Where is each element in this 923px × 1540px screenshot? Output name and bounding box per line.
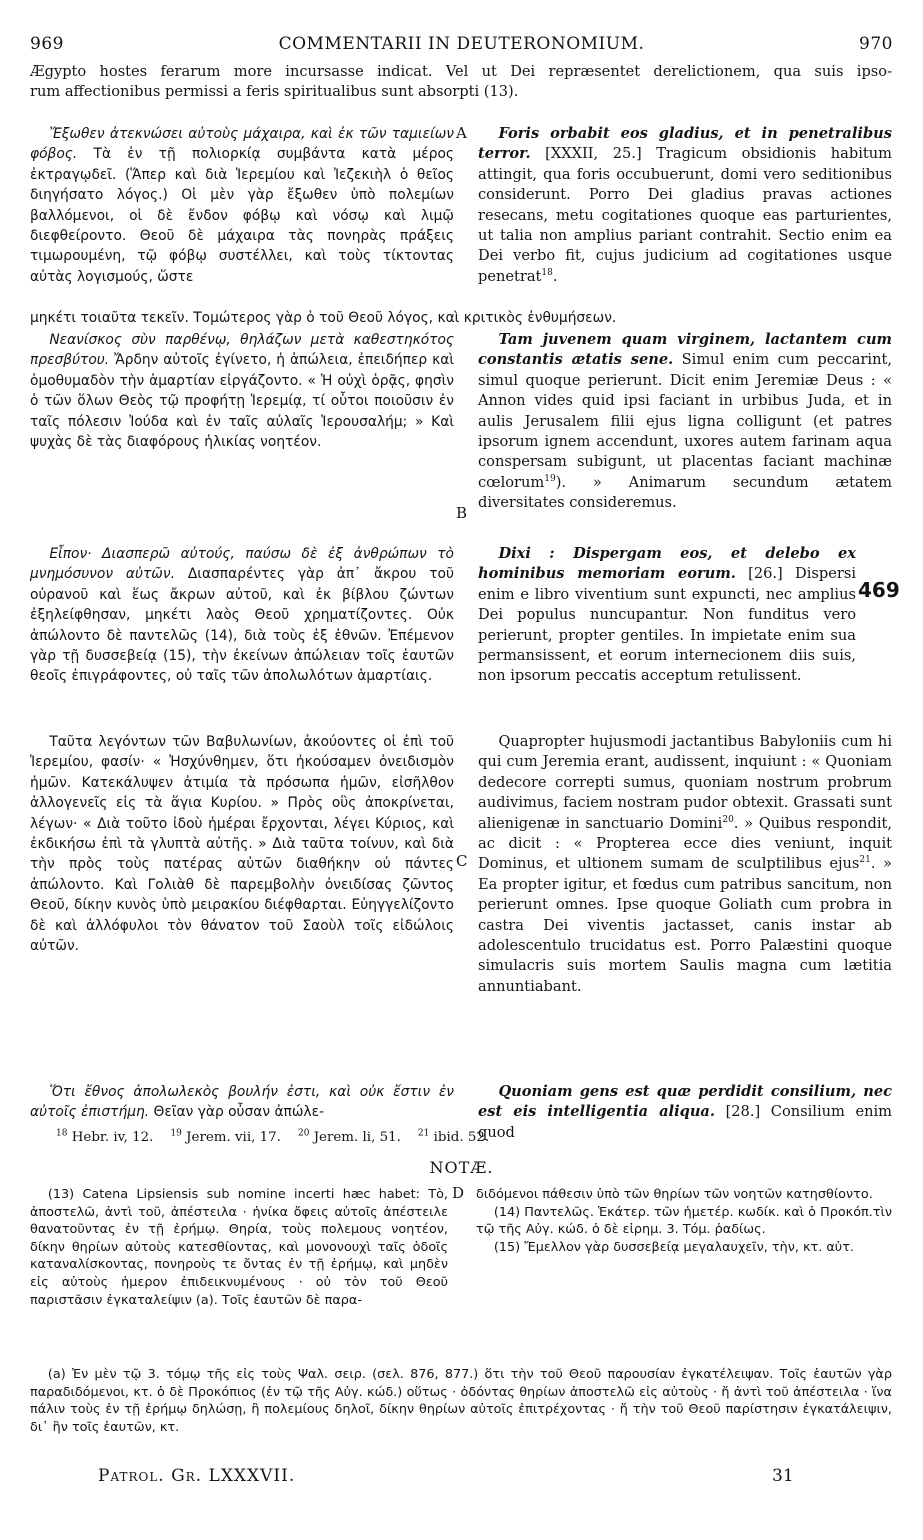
footnote-ref-18: 18	[541, 267, 553, 278]
latin-block-1: Foris orbabit eos gladius, et in penetralibus terror. [XXXII, 25.] Tragicum obsidionis habitum attingit, qua foris occubuerunt, domi vero seditionibus considerunt. Porro Dei gladius pravas actiones resecans, metu cogitationes quoque eas parturientes, ut talia non amplius pariant contrahit. Sectio enim ea Dei verbo fit, cujus judicium ad cogitationes usque penetrat$^{18}$.	[478, 125, 892, 285]
notae-right-column	[476, 1186, 892, 1256]
greek-lemma-1: Ἔξωθεν ἀτεκνώσει αὐτοὺς μάχαιρα, καὶ ἐκ τῶν ταμιείων φόβος.	[30, 126, 454, 163]
greek-block-5	[30, 1082, 454, 1123]
note-13-continued: διδόμενοι πάθεσιν ὑπὸ τῶν θηρίων τῶν νοητῶν κατησθίοντο.	[476, 1187, 873, 1202]
greek-text-4: Ταῦτα λεγόντων τῶν Βαβυλωνίων, ἀκούοντες οἱ ἐπὶ τοῦ Ἱερεμίου, φασίν· « Ἠσχύνθημεν, ὅτι ἠκούσαμεν ὀνειδισμὸν ἡμῶν. Κατεκάλυψεν ἀτιμία τὰ πρόσωπα ἡμῶν, εἰσῆλθον ἀλλογενεῖς εἰς τὰ ἅγια Κυρίου. » Πρὸς οὓς ἀποκρίνεται, λέγων· « Διὰ τοῦτο ἰδοὺ ἡμέραι ἔρχονται, λέγει Κύριος, καὶ ἐκδικήσω ἐπὶ τὰ γλυπτὰ αὐτῆς. » Διὰ ταῦτα τοίνυν, καὶ διὰ τὴν πρὸς τοὺς πατέρας αὐτῶν διαθήκην οὐ πάντες ἀπώλοντο. Καὶ Γολιὰθ δὲ παρεμβολὴν ὀνειδίσας ζῶντος Θεοῦ, δίκην κυνὸς ὑπὸ μειρακίου διέφθαρται. Εὐηγγελίζοντο δὲ καὶ ἀλλόφυλοι τὸν θάνατον τοῦ Σαοὺλ τοῖς εἰδώλοις αὐτῶν.	[30, 734, 454, 955]
latin-lemma-3: Dixi : Dispergam eos, et delebo ex hominibus memoriam eorum.	[478, 545, 856, 583]
latin-text-3: [26.] Dispersi enim e libro viventium sunt expuncti, nec amplius Dei populus nuncupantur. Non funditus vero perierunt, propter gentiles. In impietate enim sua permansissent, et eorum internecionem diis suis, non ipsorum peccatis acceptum retulissent.	[478, 565, 856, 685]
page-number-left: 969	[30, 34, 64, 54]
latin-lemma-5: Quoniam gens est quæ perdidit consilium, nec est eis intelligentia aliqua.	[478, 1083, 892, 1121]
greek-text-5: Θεῖαν γὰρ οὖσαν ἀπώλε-	[153, 1104, 325, 1121]
latin-lemma-2: Tam juvenem quam virginem, lactantem cum constantis ætatis sene.	[478, 331, 892, 369]
intro-text	[30, 62, 892, 103]
page-number-right: 970	[859, 34, 893, 54]
greek-block-2	[30, 330, 454, 452]
footnote-ref-21: 21	[859, 855, 871, 866]
greek-text-2: Ἄρδην αὐτοῖς ἐγίνετο, ἡ ἀπώλεια, ἐπειδήπερ καὶ ὁμοθυμαδὸν τὴν ἁμαρτίαν εἰργάζοντο. « Ἡ οὐχὶ ὁρᾷς, φησὶν ὁ τῶν ὅλων Θεὸς τῷ προφήτῃ Ἱερεμίᾳ, τί οὗτοι ποιοῦσιν ἐν ταῖς πόλεσιν Ἰούδα καὶ ἐν ταῖς αὐλαῖς Ἱερουσαλήμ; » Καὶ ψυχὰς δὲ τὰς διαφόρους ἡλικίας νοητέον.	[30, 352, 454, 451]
footnote-ref-19: 19	[544, 473, 556, 484]
footnote-18: $^{18}$ Hebr. iv, 12.	[56, 1128, 154, 1145]
latin-text-5: [28.] Consilium enim quod	[478, 1103, 893, 1141]
latin-lemma-1: Foris orbabit eos gladius, et in penetralibus terror.	[478, 125, 892, 163]
margin-letter-b: B	[456, 504, 468, 522]
note-15: (15) Ἔμελλον γὰρ δυσσεβείᾳ μεγαλαυχεῖν, τὴν, κτ. αὐτ.	[493, 1239, 854, 1255]
running-title: COMMENTARII IN DEUTERONOMIUM.	[278, 34, 645, 54]
latin-text-4: Quapropter hujusmodi jactantibus Babyloniis cum hi qui cum Jeremia erant, audissent, inquiunt : « Quoniam dedecore correpti sumus, quoniam nostrum probrum audivimus, faciem nostram pudor obtexit. Grassati sunt alienigenæ in sanctuario Domini	[478, 733, 892, 832]
latin-block-2: Tam juvenem quam virginem, lactantem cum constantis ætatis sene. Simul enim cum peccarint, simul quoque perierunt. Dicit enim Jeremiæ Deus : « Annon vides quid ipsi faciant in urbibus Juda, et in aulis Jerusalem filii ejus ligna colligunt (et patres ipsorum ignem accendunt, uxores autem farinam aqua conspersam subigunt, ut placentas faciant machinæ cœlorum$^{19}$). » Animarum secundum ætatem diversitates consideremus.	[478, 331, 893, 512]
margin-letter-c: C	[456, 852, 468, 870]
margin-letter-d: D	[452, 1184, 465, 1202]
latin-block-3	[478, 544, 856, 687]
footer-gathering-number: 31	[772, 1466, 794, 1486]
greek-lemma-3: Εἶπον· Διασπερῶ αὐτούς, παύσω δὲ ἐξ ἀνθρώπων τὸ μνημόσυνον αὐτῶν.	[30, 546, 454, 583]
greek-lemma-2: Νεανίσκος σὺν παρθένῳ, θηλάζων μετὰ καθεστηκότος πρεσβύτου.	[30, 332, 454, 369]
footnote-19: $^{19}$ Jerem. vii, 17.	[170, 1128, 281, 1145]
latin-text-2: Simul enim cum peccarint, simul quoque perierunt. Dicit enim Jeremiæ Deus : « Annon vides quid ipsi faciant in urbibus Juda, et in aulis Jerusalem filii ejus ligna colligunt (et patres ipsorum ignem accendunt, uxores autem farinam aqua conspersam subigunt, ut placentas faciant machinæ cœlorum	[478, 351, 893, 491]
latin-block-4: Quapropter hujusmodi jactantibus Babyloniis cum hi qui cum Jeremia erant, audissent, inquiunt : « Quoniam dedecore correpti sumus, quoniam nostrum probrum audivimus, faciem nostram pudor obtexit. Grassati sunt alienigenæ in sanctuario Domini$^{20}$. » Quibus respondit, ac dicit : « Propterea ecce dies veniunt, inquit Dominus, et ultionem sumam de sculptilibus ejus$^{21}$. » Ea propter igitur, et fœdus cum patribus sancitum, non perierunt omnes. Ipse quoque Goliath cum probra in castra Dei viventis jactasset, canis instar ab adolescentulo trucidatus est. Porro Palæstini quoque simulacris suis mortem Saulis magna cum lætitia annuntiabant.	[478, 733, 892, 995]
footnote-21: $^{21}$ ibid. 52.	[417, 1128, 490, 1145]
note-14: (14) Παντελῶς. Ἑκάτερ. τῶν ἡμετέρ. κωδίκ. καὶ ὁ Προκόπ.τὶν τῷ τῆς Αὐγ. κώδ. ὁ δὲ εἰρημ. 3. Τόμ. ῥαδίως.	[476, 1204, 892, 1238]
notae-heading: NOTÆ.	[429, 1158, 494, 1177]
footnote-20: $^{20}$ Jerem. li, 51.	[297, 1128, 401, 1145]
footer-signature: Patrol. Gr. LXXXVII.	[98, 1466, 296, 1486]
latin-text-1: [XXXII, 25.] Tragicum obsidionis habitum attingit, qua foris occubuerunt, domi vero seditionibus considerunt. Porro Dei gladius pravas actiones resecans, metu cogitationes quoque eas parturientes, ut talia non amplius pariant contrahit. Sectio enim ea Dei verbo fit, cujus judicium ad cogitationes usque penetrat	[478, 145, 892, 285]
column-number-marker: 469	[858, 578, 900, 602]
intro-line-1: Ægypto hostes ferarum more incursasse indicat. Vel ut Dei repræsentet derelictionem, qua suis ipso-	[30, 63, 892, 80]
note-a: (a) Ἐν μὲν τῷ 3. τόμῳ τῆς εἰς τοὺς Ψαλ. σειρ. (σελ. 876, 877.) ὅτι τὴν τοῦ Θεοῦ παρουσίαν ἐγκατέλειψαν. Τοῖς ἑαυτῶν γὰρ παραδιδόμενοι, κτ. ὁ δὲ Προκόπιος (ἐν τῷ τῆς Αὐγ. κώδ.) οὕτως · ὀδόντας θηρίων ἀποστελῶ εἰς αὐτοὺς · ἤ ἀντὶ τοῦ ἀπέστειλα · ἵνα πάλιν τοὺς ἐν τῇ ἐρήμῳ δηλώσῃ, ἢ πολεμίους δηλοῖ, δίκην θηρίων αὐτοῖς ἐπιτρέχοντας · ἤ τὴν τοῦ Θεοῦ παρίστησιν ἐγκατάλειψιν, δι᾽ ἣν τοῖς ἑαυτῶν, κτ.	[30, 1367, 892, 1435]
note-13: (13) Catena Lipsiensis sub nomine incerti hæc habet: Τὸ, ἀποστελῶ, ἀντὶ τοῦ, ἀπέστειλα · ἡνίκα ὄφεις αὐτοῖς ἀπέστειλε θανατοῦντας ἐν τῇ ἐρήμῳ. Θηρία, τοὺς πολεμους νοητέον, δίκην θηρίων αὐτοὺς κατεσθίοντας, καὶ μονονουχὶ ταῖς ὁδοῖς καταναλίσκοντας, πονηροὺς τε ὄντας ἐν τῇ ἐρήμῳ, καὶ μηδὲν εἰς αὐτοὺς ἡμερον ἐπιδεικνυμένους · οὐ τὸν τοῦ Θεοῦ παριστᾶσιν ἐγκαταλείψιν (a). Τοῖς ἑαυτῶν δὲ παρα-	[30, 1187, 448, 1308]
footnote-ref-20: 20	[722, 814, 734, 825]
greek-block-3	[30, 544, 454, 687]
greek-wide-line: μηκέτι τοιαῦτα τεκεῖν. Τομώτερος γὰρ ὁ τοῦ Θεοῦ λόγος, καὶ κριτικὸς ἐνθυμήσεων.	[30, 310, 617, 326]
margin-letter-a: A	[456, 124, 467, 142]
intro-line-2: rum affectionibus permissi a feris spiritualibus sunt absorpti (13).	[30, 83, 519, 101]
greek-text-3: Διασπαρέντες γὰρ ἀπ᾽ ἄκρου τοῦ οὐρανοῦ καὶ ἕως ἄκρων αὐτοῦ, καὶ ἐκ βίβλου ζώντων ἐξηλείφθησαν, μηκέτι λαὸς Θεοῦ χρηματίζοντες. Οὐκ ἀπώλοντο δὲ παντελῶς (14), διὰ τοὺς ἐξ ἐθνῶν. Ἐπέμενον γὰρ τῇ δυσσεβείᾳ (15), τὴν ἐκείνων ἀπώλειαν τοῖς ἑαυτῶν θεοῖς ἐπιγράφοντες, οὐ ταῖς τῶν ἀπολωλότων ἁμαρτίαις.	[30, 566, 454, 685]
greek-lemma-5: Ὅτι ἔθνος ἀπολωλεκὸς βουλήν ἐστι, καὶ οὐκ ἔστιν ἐν αὐτοῖς ἐπιστήμη.	[30, 1084, 454, 1121]
running-header	[30, 34, 893, 56]
greek-text-1: Τὰ ἐν τῇ πολιορκίᾳ συμβάντα κατὰ μέρος ἐκτραγῳδεῖ. (Ἅπερ καὶ διὰ Ἱερεμίου καὶ Ἰεζεκιὴλ ὁ θεῖος διηγήσατο λόγος.) Οἱ μὲν γὰρ ἔξωθεν ὑπὸ πολεμίων βαλλόμενοι, οἱ δὲ ἔνδον φόβῳ καὶ νόσῳ καὶ λιμῷ διεφθείροντο. Θεοῦ δὲ μάχαιρα τὰς πονηρὰς πράξεις τιμωρουμένη, τῷ φόβῳ συστέλλει, καὶ τοὺς τίκτοντας αὐτὰς λογισμούς, ὥστε	[30, 146, 454, 285]
greek-block-1	[30, 124, 454, 287]
scripture-footnotes	[56, 1128, 856, 1147]
greek-block-4	[30, 732, 454, 956]
